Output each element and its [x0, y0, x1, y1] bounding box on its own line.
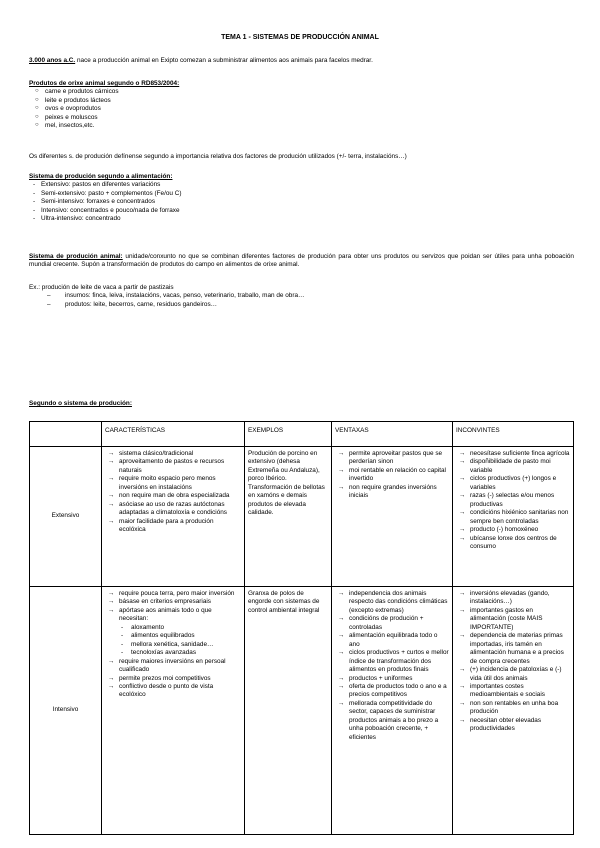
table-heading: Segundo o sistema de produción:: [29, 400, 132, 407]
table-row-intensivo: [30, 587, 574, 835]
intensivo-drawback: → inversións elevadas (gando, instalacións…): [456, 590, 570, 607]
definition-term: Sistema de produción animal:: [29, 253, 123, 260]
example-heading: Ex.: produción de leite de vaca a partir de pastizais: [29, 284, 174, 291]
intensivo-drawback: → necesitan obter elevadas productividades: [456, 717, 570, 734]
product-item: ○ peixes e moluscos: [35, 114, 574, 122]
table-header-row: [30, 422, 574, 447]
feeding-item: - Extensivo: pastos en diferentes variacións: [33, 181, 574, 189]
intensivo-advantage: → ciclos productivos + curtos e mellor índice de transformación dos alimentos en produtos finais: [335, 649, 449, 674]
header-inconvintes: INCONVINTES: [453, 422, 574, 447]
extensivo-drawback: → ubícanse lonxe dos centros de consumo: [456, 535, 570, 552]
extensivo-drawback: → razas (-) selectas e/ou menos productivas: [456, 492, 570, 509]
product-item: ○ leite e produtos lácteos: [35, 97, 574, 105]
table-row-extensivo: [30, 447, 574, 587]
intensivo-characteristic: → básase en criterios empresariais: [105, 598, 241, 606]
feeding-section: [29, 173, 574, 224]
cell-extensivo-ventaxas: [332, 447, 453, 587]
intensivo-advantage: → alimentación equilibrada todo o ano: [335, 632, 449, 649]
product-item: ○ carne e produtos cárnicos: [35, 88, 574, 96]
cell-intensivo-inconvintes: [453, 587, 574, 835]
extensivo-characteristic: → non require man de obra especializada: [105, 492, 241, 500]
extensivo-drawback: → condicións hixiénico sanitarias non sempre ben controladas: [456, 509, 570, 526]
cell-intensivo-exemplos: Granxa de polos de engorde con sistemas de control ambiental integral: [245, 587, 332, 835]
example-section: [29, 284, 574, 309]
feeding-heading: Sistema de produción segundo a alimentación:: [29, 173, 173, 180]
intro-paragraph: [29, 57, 574, 65]
intensivo-characteristic: → conflictivo desde o punto de vista ecolóxico: [105, 683, 241, 700]
intensivo-characteristic: - aloxamento: [105, 624, 241, 632]
systems-line: Os diferentes s. de produción defínense segundo a importancia relativa dos factores de produción utilizados (+/- terra, instalacións…): [29, 153, 407, 160]
products-section: [29, 80, 574, 131]
intensivo-characteristic: → permite prezos moi competitivos: [105, 675, 241, 683]
cell-intensivo-ventaxas: [332, 587, 453, 835]
header-exemplos: EXEMPLOS: [245, 422, 332, 447]
example-item: – insumos: finca, leiva, instalacións, vacas, penso, veterinario, traballo, man de obra…: [47, 292, 574, 300]
extensivo-advantage: → permite aproveitar pastos que se perderían sinon: [335, 450, 449, 467]
extensivo-characteristic: → aproveitamento de pastos e recursos naturais: [105, 458, 241, 475]
feeding-item: - Intensivo: concentrados e pouco/nada de forraxe: [33, 207, 574, 215]
intensivo-characteristic: - tecnoloxías avanzadas: [105, 649, 241, 657]
intensivo-advantage: → independencia dos animais respecto das condicións climáticas (excepto extremas): [335, 590, 449, 615]
header-empty: [30, 422, 102, 447]
product-item: ○ mel, insectos,etc.: [35, 122, 574, 130]
row-label-extensivo: Extensivo: [30, 447, 102, 587]
feeding-item: - Semi-intensivo: forraxes e concentrados: [33, 198, 574, 206]
intensivo-drawback: → non son rentables en unha boa produción: [456, 700, 570, 717]
extensivo-characteristic: → maior facilidade para a produción ecolóxica: [105, 518, 241, 535]
extensivo-advantage: → moi rentable en relación co capital invertido: [335, 467, 449, 484]
feeding-item: - Ultra-intensivo: concentrado: [33, 215, 574, 223]
definition-text: unidade/conxunto no que se combinan diferentes factores de produción para obter uns produtos ou servizos que poidan ser útiles para unha poboación mundial crecente. Supón a transformación de produtos do campo en alimentos de orixe animal.: [29, 253, 574, 269]
extensivo-drawback: → producto (-) homoxéneo: [456, 526, 570, 534]
example-list: [29, 292, 574, 309]
intro-text: nace a producción animal en Exipto comezan a subministrar alimentos aos animais para facelos medrar.: [75, 57, 373, 64]
cell-extensivo-inconvintes: [453, 447, 574, 587]
intensivo-drawback: → importantes gastos en alimentación (coste MAIS IMPORTANTE): [456, 607, 570, 632]
intro-date: 3.000 anos a.C.: [29, 57, 76, 64]
document-title: TEMA 1 - SISTEMAS DE PRODUCCIÓN ANIMAL: [221, 34, 379, 41]
extensivo-drawback: → ciclos productivos (+) longos e variables: [456, 475, 570, 492]
products-heading: Produtos de orixe animal segundo o RD853/2004:: [29, 80, 180, 87]
intensivo-characteristic: → apórtase aos animais todo o que necesitan:: [105, 607, 241, 624]
intensivo-characteristic: → require pouca terra, pero maior inversión: [105, 590, 241, 598]
extensivo-advantage: → non require grandes inversións iniciais: [335, 484, 449, 501]
intensivo-drawback: → (+) incidencia de patoloxías e (-) vida útil dos animais: [456, 666, 570, 683]
extensivo-characteristic: → sistema clásico/tradicional: [105, 450, 241, 458]
production-systems-table: [29, 421, 574, 835]
extensivo-drawback: → necesítase suficiente finca agrícola: [456, 450, 570, 458]
cell-extensivo-exemplos: Produción de porcino en extensivo (dehesa Extremeña ou Andaluza), porco Ibérico. Transformación de bellotas en xamóns e demais produtos de elevada calidade.: [245, 447, 332, 587]
extensivo-drawback: → dispoñibilidade de pasto moi variable: [456, 458, 570, 475]
product-item: ○ ovos e ovoprodutos: [35, 105, 574, 113]
intensivo-characteristic: - mellora xenética, sanidade…: [105, 641, 241, 649]
cell-intensivo-caracteristicas: [102, 587, 245, 835]
row-label-intensivo: Intensivo: [30, 587, 102, 835]
extensivo-characteristic: → require moito espacio pero menos inversións en instalacións: [105, 475, 241, 492]
intensivo-drawback: → dependencia de materias primas importadas, iris tamén en alimentación humana e a precios de compra crecentes: [456, 632, 570, 666]
intensivo-characteristic: - alimentos equilibrados: [105, 632, 241, 640]
header-caracteristicas: CARACTERÍSTICAS: [102, 422, 245, 447]
intensivo-characteristic: → require maiores inversións en persoal cualificado: [105, 658, 241, 675]
definition-paragraph: [29, 253, 574, 270]
example-item: – produtos: leite, becerros, carne, residuos gandeiros…: [47, 301, 574, 309]
extensivo-characteristic: → asóciase ao uso de razas autóctonas adaptadas a climatoloxía e condicións: [105, 501, 241, 518]
intensivo-advantage: → productos + uniformes: [335, 675, 449, 683]
intensivo-drawback: → importantes costes medioambientais e sociais: [456, 683, 570, 700]
products-list: [29, 88, 574, 130]
feeding-list: [29, 181, 574, 223]
intensivo-advantage: → mellorada competitividade do sector, capaces de suministrar productos animais a bo prezo a unha poboación crecente, + eficientes: [335, 700, 449, 742]
cell-extensivo-caracteristicas: [102, 447, 245, 587]
intensivo-advantage: → condicións de produción + controladas: [335, 615, 449, 632]
feeding-item: - Semi-extensivo: pasto + complementos (Fe/ou C): [33, 190, 574, 198]
intensivo-advantage: → oferta de productos todo o ano e a precios competitivos: [335, 683, 449, 700]
header-ventaxas: VENTAXAS: [332, 422, 453, 447]
